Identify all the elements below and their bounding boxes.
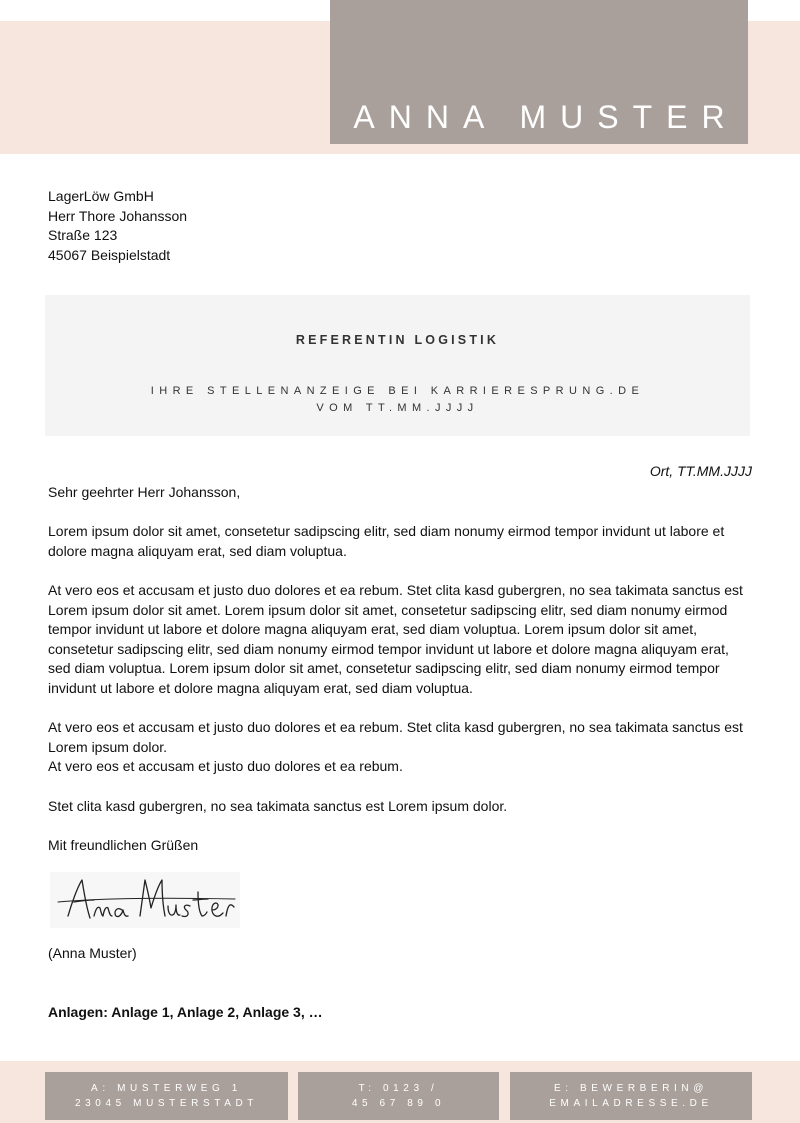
footer-phone-line1: T: 0123 / <box>358 1083 439 1094</box>
paragraph-1: Lorem ipsum dolor sit amet, consetetur sadipscing elitr, sed diam nonumy eirmod tempor invidunt ut labore et dolore magna aliquyam erat, sed diam voluptua. <box>48 523 725 559</box>
salutation: Sehr geehrter Herr Johansson, <box>48 484 241 500</box>
subject-reference-line1: IHRE STELLENANZEIGE BEI KARRIERESPRUNG.DE <box>150 385 645 397</box>
subject-reference-line2: VOM TT.MM.JJJJ <box>316 402 479 414</box>
footer-email-line1: E: BEWERBERIN@ <box>553 1083 708 1094</box>
closing: Mit freundlichen Grüßen <box>48 836 199 853</box>
subject-reference <box>45 383 750 417</box>
paragraph-3 <box>48 718 752 777</box>
subject-box <box>45 295 750 436</box>
recipient-street: Straße 123 <box>48 227 118 244</box>
recipient-company: LagerLöw GmbH <box>48 188 154 204</box>
paragraph-3-line2: At vero eos et accusam et justo duo dolores et ea rebum. <box>48 758 403 775</box>
paragraph-2: At vero eos et accusam et justo duo dolores et ea rebum. Stet clita kasd gubergren, no sea takimata sanctus est Lorem ipsum dolor sit amet. Lorem ipsum dolor sit amet, consetetur sadipscing elitr, sed diam nonumy eirmod tempor invidunt ut labore et dolore magna aliquyam erat, sed diam voluptua. Lorem ipsum dolor sit amet, consetetur sadipscing elitr, sed diam nonumy eirmod tempor invidunt ut labore et dolore magna aliquyam erat, sed diam voluptua. Lorem ipsum dolor sit amet, consetetur sadipscing elitr, sed diam nonumy eirmod tempor invidunt ut labore et dolore magna aliquyam erat, sed diam voluptua. <box>48 581 743 696</box>
applicant-name: ANNA MUSTER <box>353 99 739 135</box>
letter-body <box>48 483 752 875</box>
footer-address-line2: 23045 MUSTERSTADT <box>74 1098 259 1109</box>
recipient-address <box>48 187 187 265</box>
recipient-person: Herr Thore Johansson <box>48 207 188 224</box>
footer-phone <box>298 1072 499 1120</box>
footer-phone-line2: 45 67 89 0 <box>351 1098 446 1109</box>
footer-address-line1: A: MUSTERWEG 1 <box>91 1083 242 1094</box>
recipient-city: 45067 Beispielstadt <box>48 246 171 263</box>
subject-title: REFERENTIN LOGISTIK <box>295 333 500 347</box>
signature-icon <box>50 872 240 928</box>
signature-image <box>50 872 240 928</box>
footer-email <box>510 1072 752 1120</box>
paragraph-3-line1: At vero eos et accusam et justo duo dolores et ea rebum. Stet clita kasd gubergren, no sea takimata sanctus est Lorem ipsum dolor. <box>48 719 743 755</box>
signature-name: (Anna Muster) <box>48 945 137 961</box>
letter-date: Ort, TT.MM.JJJJ <box>649 463 752 479</box>
footer-email-line2: EMAILADRESSE.DE <box>549 1098 713 1109</box>
attachments-line: Anlagen: Anlage 1, Anlage 2, Anlage 3, … <box>48 1004 323 1020</box>
name-banner <box>330 0 748 144</box>
footer-address <box>45 1072 288 1120</box>
paragraph-4: Stet clita kasd gubergren, no sea takimata sanctus est Lorem ipsum dolor. <box>48 797 508 814</box>
